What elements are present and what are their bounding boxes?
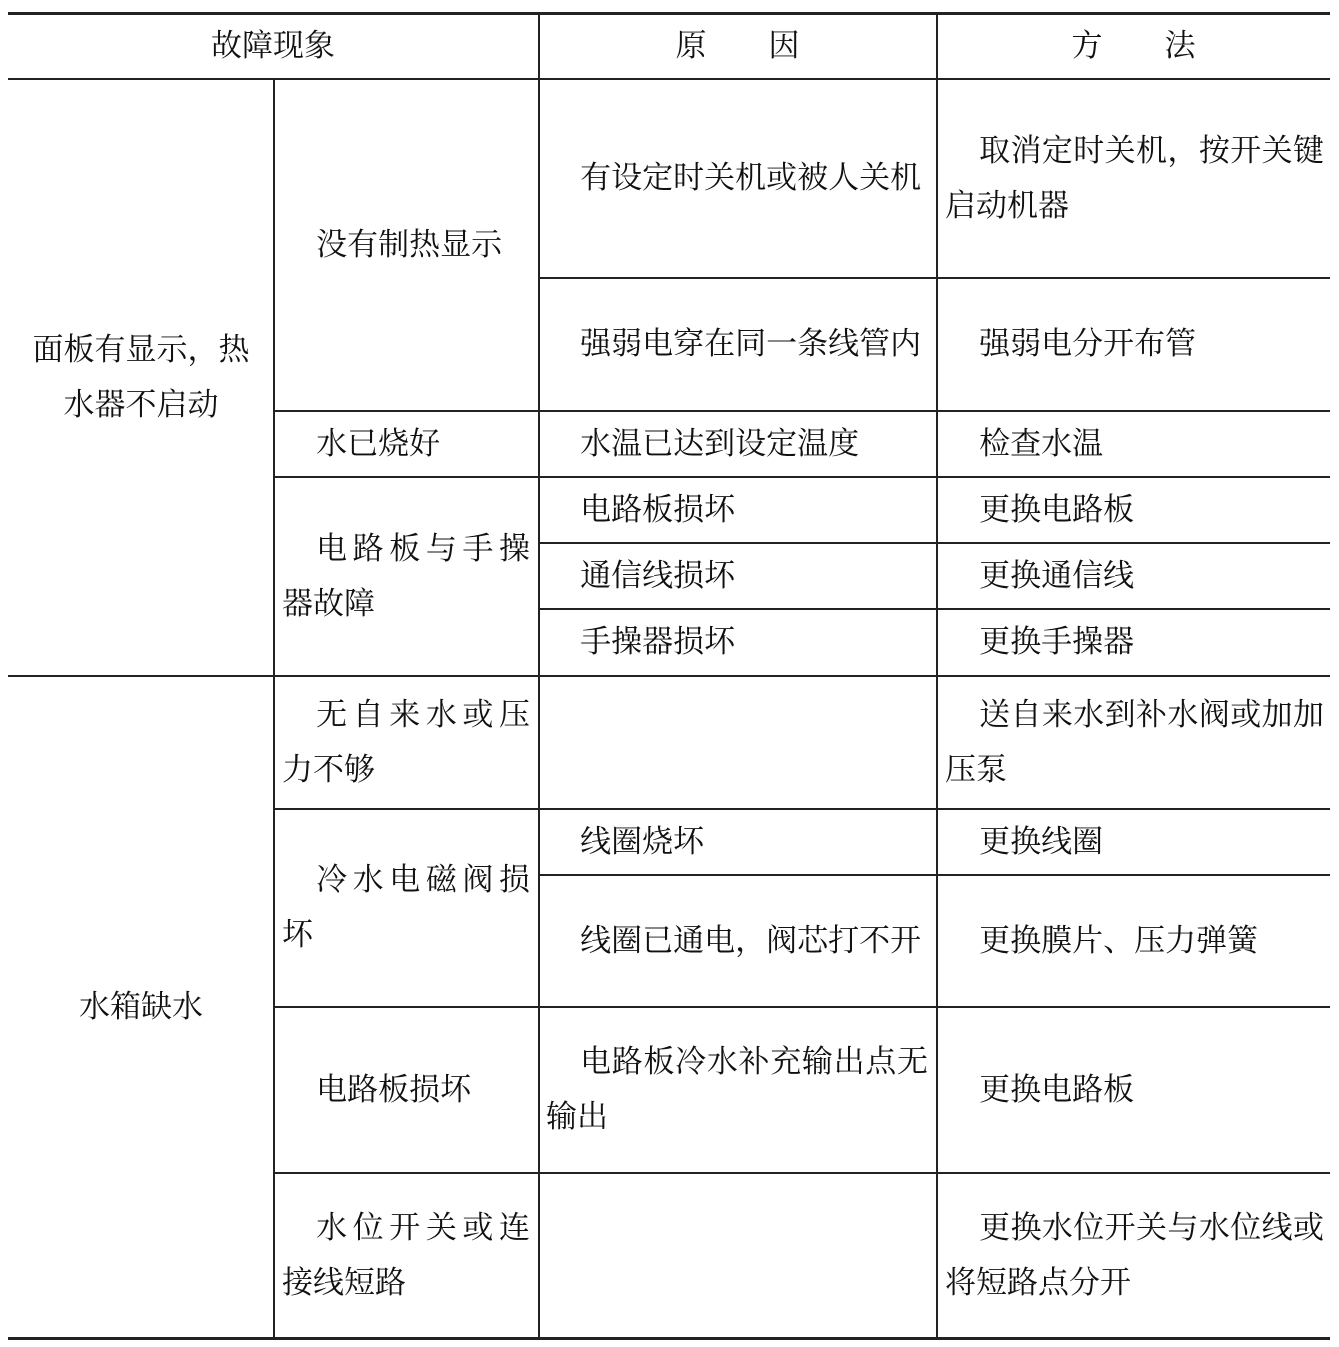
cause-text: 有设定时关机或被人关机: [580, 160, 922, 196]
symptom-cell: [30, 677, 252, 1337]
table-bottom-rule: [8, 1337, 1330, 1340]
column-rule: [273, 79, 275, 1338]
header-cause: [539, 15, 936, 78]
header-method: [937, 15, 1330, 78]
sub-symptom-cell: [282, 1174, 530, 1337]
method-cell: [945, 412, 1324, 476]
method-text: 取消定时关机，按开关键启动机器: [945, 132, 1324, 224]
method-text: 更换水位开关与水位线或将短路点分开: [945, 1209, 1324, 1301]
sub-symptom-cell: [282, 1008, 530, 1172]
method-cell: [945, 677, 1324, 808]
cause-text: 强弱电穿在同一条线管内: [580, 326, 922, 362]
method-cell: [945, 279, 1324, 410]
header-method-label: 方 法: [1071, 28, 1196, 64]
method-text: 检查水温: [979, 425, 1104, 462]
symptom-text: 水箱缺水: [79, 988, 203, 1025]
method-cell: [945, 80, 1324, 277]
sub-symptom-text: 电路板损坏: [316, 1071, 472, 1108]
method-text: 更换线圈: [979, 823, 1104, 860]
method-cell: [945, 544, 1324, 608]
cause-text: 手操器损坏: [580, 624, 736, 660]
cause-cell: [546, 544, 928, 608]
method-cell: [945, 1008, 1324, 1172]
sub-symptom-cell: [282, 677, 530, 808]
cause-cell: [546, 80, 928, 277]
cause-cell: [546, 1008, 928, 1172]
cause-text: 线圈烧坏: [580, 823, 705, 860]
method-cell: [945, 610, 1324, 675]
method-text: 更换通信线: [979, 557, 1135, 594]
sub-symptom-text: 水已烧好: [316, 425, 441, 462]
method-text: 更换手操器: [979, 624, 1135, 660]
cause-cell: [546, 1174, 928, 1337]
symptom-cell: [30, 80, 252, 675]
cause-cell: [546, 810, 928, 874]
sub-symptom-text: 无自来水或压力不够: [282, 696, 530, 788]
cause-text: 线圈已通电，阀芯打不开: [580, 922, 922, 959]
sub-symptom-cell: [282, 810, 530, 1006]
cause-cell: [546, 610, 928, 675]
method-text: 更换膜片、压力弹簧: [979, 922, 1259, 959]
sub-symptom-text: 电路板与手操器故障: [282, 530, 530, 622]
cause-cell: [546, 412, 928, 476]
sub-symptom-text: 水位开关或连接线短路: [282, 1209, 530, 1301]
header-symptom: [8, 15, 538, 78]
method-cell: [945, 478, 1324, 542]
sub-symptom-cell: [282, 478, 530, 675]
header-cause-label: 原 因: [675, 28, 800, 64]
method-cell: [945, 1174, 1324, 1337]
method-text: 更换电路板: [979, 1071, 1135, 1108]
method-text: 送自来水到补水阀或加加压泵: [945, 696, 1324, 788]
column-rule: [538, 14, 540, 1338]
symptom-text: 面板有显示，热水器不启动: [32, 331, 250, 423]
sub-symptom-text: 没有制热显示: [316, 226, 503, 263]
method-text: 强弱电分开布管: [979, 326, 1197, 362]
method-cell: [945, 810, 1324, 874]
cause-text: 电路板损坏: [580, 491, 736, 528]
cause-text: 电路板冷水补充输出点无输出: [546, 1044, 928, 1135]
method-text: 更换电路板: [979, 491, 1135, 528]
header-symptom-label: 故障现象: [211, 28, 335, 64]
cause-cell: [546, 478, 928, 542]
sub-symptom-cell: [282, 80, 530, 410]
cause-cell: [546, 677, 928, 808]
cause-text: 水温已达到设定温度: [580, 425, 860, 462]
cause-text: 通信线损坏: [580, 557, 736, 594]
cause-cell: [546, 876, 928, 1006]
cause-cell: [546, 279, 928, 410]
sub-symptom-text: 冷水电磁阀损坏: [282, 862, 530, 953]
sub-symptom-cell: [282, 412, 530, 476]
method-cell: [945, 876, 1324, 1006]
column-rule: [936, 14, 938, 1338]
